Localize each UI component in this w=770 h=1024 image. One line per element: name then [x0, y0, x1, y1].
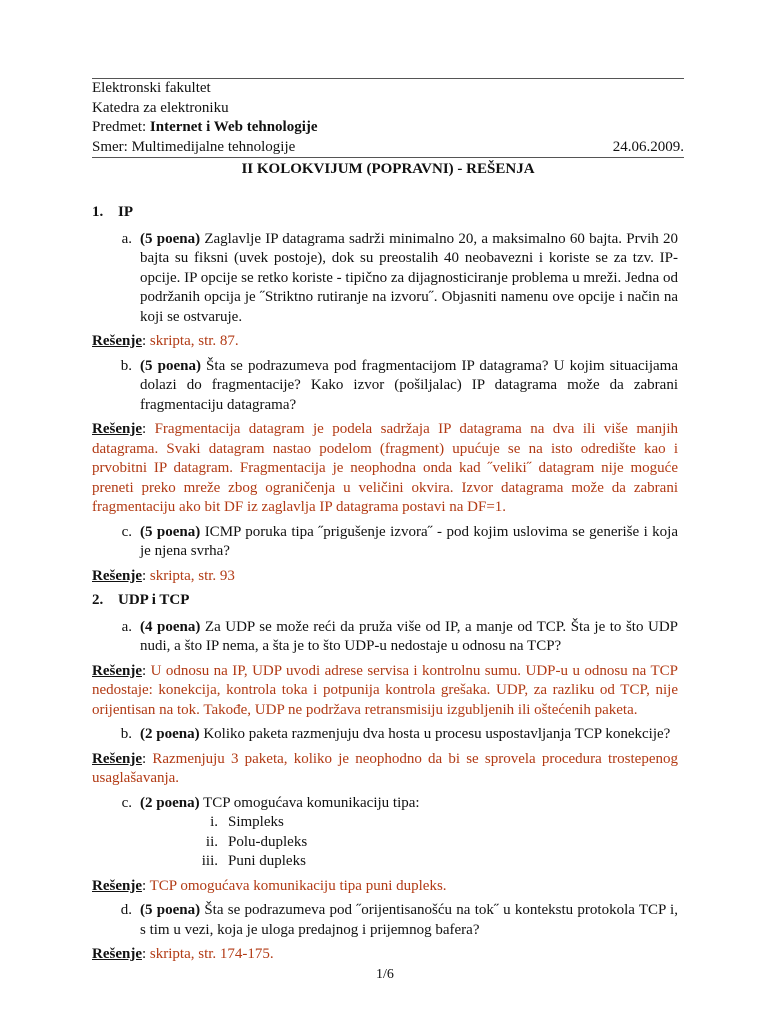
question-label: b.	[120, 357, 132, 374]
answer-colon: :	[141, 946, 147, 962]
question-label: c.	[121, 523, 132, 540]
question-item	[92, 725, 678, 745]
answer-label: Rešenje	[92, 877, 142, 894]
answer-label: Rešenje	[92, 421, 142, 437]
answer-colon: :	[141, 421, 147, 437]
option-item	[140, 813, 678, 833]
answer-colon: :	[141, 877, 147, 894]
exam-content	[92, 203, 678, 970]
option-text: Polu-dupleks	[228, 833, 308, 850]
answer-text: skripta, str. 174-175.	[146, 946, 274, 962]
answer-block	[92, 420, 678, 518]
section-title: IP	[118, 204, 133, 220]
page-number: 1/6	[376, 967, 394, 982]
question-text	[140, 901, 678, 940]
question-body: Za UDP se može reći da pruža više od IP, a manje od TCP. Šta je to što UDP nudi, a što IP nema, a šta je to što UDP-u nedostaje u odnosu na TCP?	[140, 618, 678, 654]
question-label: b.	[120, 726, 132, 742]
answer-text: U odnosu na IP, UDP uvodi adrese servisa i kontrolnu sumu. UDP-u u odnosu na TCP nedostaje: konekcija, kontrola toka i potpunija kontrola grešaka. UDP, za razliku od TCP, nije orijentisan na tok. Takođe, UDP ne podržava retransmisiju izgubljenih ili oštećenih paketa.	[92, 662, 678, 718]
question-item	[92, 523, 678, 562]
question-item	[92, 794, 678, 872]
question-item	[92, 357, 678, 416]
question-text	[140, 230, 678, 328]
faculty-name: Elektronski fakultet	[92, 80, 211, 96]
subject-line	[92, 118, 684, 138]
section-heading	[92, 203, 678, 223]
option-label: ii.	[205, 833, 218, 850]
question-item	[92, 618, 678, 657]
track-line	[92, 138, 684, 158]
option-label: iii.	[201, 853, 218, 869]
subject-label: Predmet:	[92, 119, 150, 135]
question-label: a.	[121, 618, 132, 635]
question-text	[140, 523, 678, 562]
option-item	[140, 852, 678, 872]
answer-colon: :	[141, 750, 147, 767]
question-item	[92, 230, 678, 328]
answer-label: Rešenje	[92, 750, 142, 767]
option-item	[140, 833, 678, 853]
question-text	[140, 618, 678, 657]
answer-colon: :	[141, 662, 147, 679]
question-points: (2 poena)	[140, 726, 200, 742]
answer-block	[92, 945, 678, 965]
answer-block	[92, 567, 678, 587]
answer-colon: :	[141, 567, 147, 584]
question-text	[140, 725, 678, 745]
answer-text: TCP omogućava komunikaciju tipa puni dupleks.	[146, 877, 447, 894]
question-body: ICMP poruka tipa ˝prigušenje izvora˝ - pod kojim uslovima se generiše i koja je njena svrha?	[140, 523, 678, 559]
answer-text: Razmenjuju 3 paketa, koliko je neophodno da bi se sprovela procedura trostepenog usaglašavanja.	[92, 750, 678, 786]
answer-text: skripta, str. 87.	[146, 333, 239, 349]
answer-label: Rešenje	[92, 567, 142, 584]
question-label: d.	[120, 902, 132, 918]
answer-block	[92, 662, 678, 721]
page-title: II KOLOKVIJUM (POPRAVNI) - REŠENJA	[241, 161, 535, 177]
question-label: c.	[121, 794, 132, 811]
option-text: Puni dupleks	[228, 853, 306, 869]
answer-label: Rešenje	[92, 662, 142, 679]
question-text	[140, 794, 678, 872]
answer-text: Fragmentacija datagram je podela sadržaja IP datagrama na dva ili više manjih datagrama. Svaki datagram nastao podelom (fragment) upućuje se na isto odredište kao i prvobitni IP datagram. Fragmentacija je neophodna onda kad ˝veliki˝ datagram nije moguće preneti preko mreže zbog ograničenja u veličini okvira. Izvor datagrama može da zabrani fragmentaciju ako bit DF iz zaglavlja IP datagrama postavi na DF=1.	[92, 421, 678, 515]
option-label: i.	[210, 814, 218, 830]
track-name: Smer: Multimedijalne tehnologije	[92, 138, 296, 155]
section-heading	[92, 591, 678, 611]
answer-block	[92, 877, 678, 897]
question-points: (5 poena)	[140, 230, 201, 247]
question-body: TCP omogućava komunikaciju tipa:	[199, 794, 420, 811]
answer-block	[92, 750, 678, 789]
section-number: 2.	[92, 592, 104, 608]
question-points: (5 poena)	[140, 357, 201, 374]
department-name: Katedra za elektroniku	[92, 99, 229, 116]
question-points: (5 poena)	[140, 902, 201, 918]
question-body: Šta se podrazumeva pod ˝orijentisanošću na tok˝ u kontekstu protokola TCP i, s tim u vezi, koja je uloga predajnog i prijemnog bafera?	[140, 902, 678, 938]
answer-colon: :	[141, 333, 147, 349]
question-body: Koliko paketa razmenjuju dva hosta u procesu uspostavljanja TCP konekcije?	[199, 726, 671, 742]
answer-label: Rešenje	[92, 946, 142, 962]
answer-text: skripta, str. 93	[146, 567, 235, 584]
question-points: (5 poena)	[140, 523, 201, 540]
subject-value: Internet i Web tehnologije	[149, 119, 318, 135]
question-points: (2 poena)	[140, 794, 200, 811]
document-header	[92, 79, 684, 158]
exam-date: 24.06.2009.	[612, 138, 684, 155]
option-text: Simpleks	[228, 814, 284, 830]
answer-block	[92, 332, 678, 352]
answer-label: Rešenje	[92, 333, 142, 349]
question-label: a.	[121, 230, 132, 247]
section-number: 1.	[92, 204, 104, 220]
question-text	[140, 357, 678, 416]
question-body: Šta se podrazumeva pod fragmentacijom IP datagrama? U kojim situacijama dolazi do fragmentacije? Kako izvor (pošiljalac) IP datagrama može da zabrani fragmentaciju datagrama?	[140, 357, 678, 413]
question-item	[92, 901, 678, 940]
question-body: Zaglavlje IP datagrama sadrži minimalno 20, a maksimalno 60 bajta. Prvih 20 bajta su fiksni (uvek postoje), dok su preostalih 40 neobavezni i koriste se za tzv. IP-opcije. IP opcije se retko koriste - tipično za dijagnosticiranje problema u mreži. Jedna od podržanih opcija je ˝Striktno rutiranje na izvoru˝. Objasniti namenu ove opcije i način na koji se ostvaruje.	[140, 230, 678, 325]
question-points: (4 poena)	[140, 618, 201, 635]
section-title: UDP i TCP	[118, 592, 190, 608]
